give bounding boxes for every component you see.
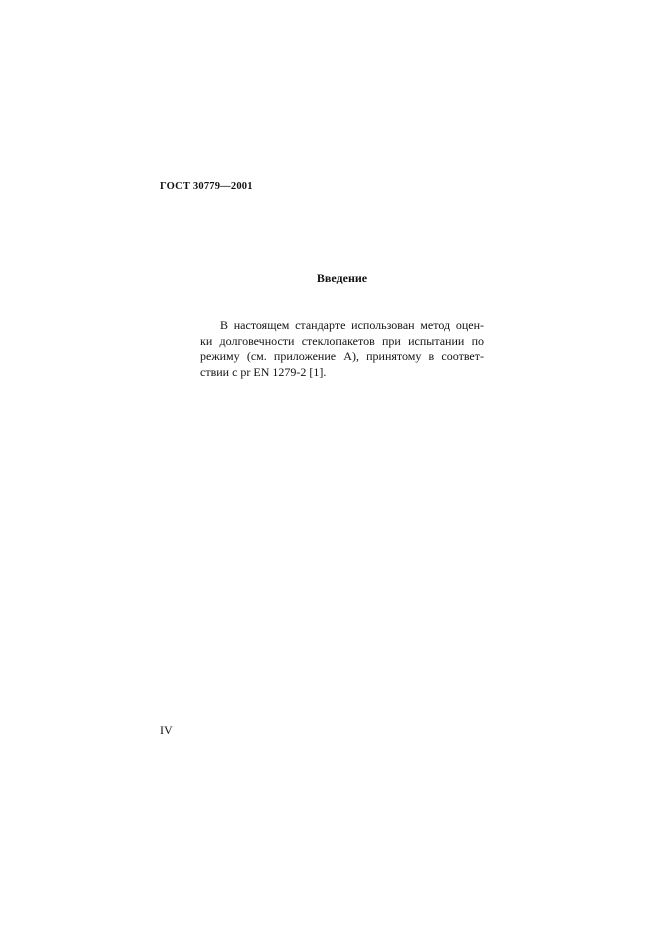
section-heading: Введение [316, 271, 368, 285]
paragraph-line: В настоящем стандарте использован метод оцен- [220, 318, 484, 332]
paragraph-line: ки долговечности стеклопакетов при испытании по [200, 333, 484, 348]
introduction-paragraph [200, 318, 484, 380]
paragraph-line: режиму (см. приложение А), принятому в соответ- [200, 349, 484, 363]
standard-designation: ГОСТ 30779—2001 [160, 181, 253, 192]
paragraph-line: ствии с pr EN 1279-2 [1]. [200, 364, 327, 379]
page-number: IV [160, 723, 173, 737]
